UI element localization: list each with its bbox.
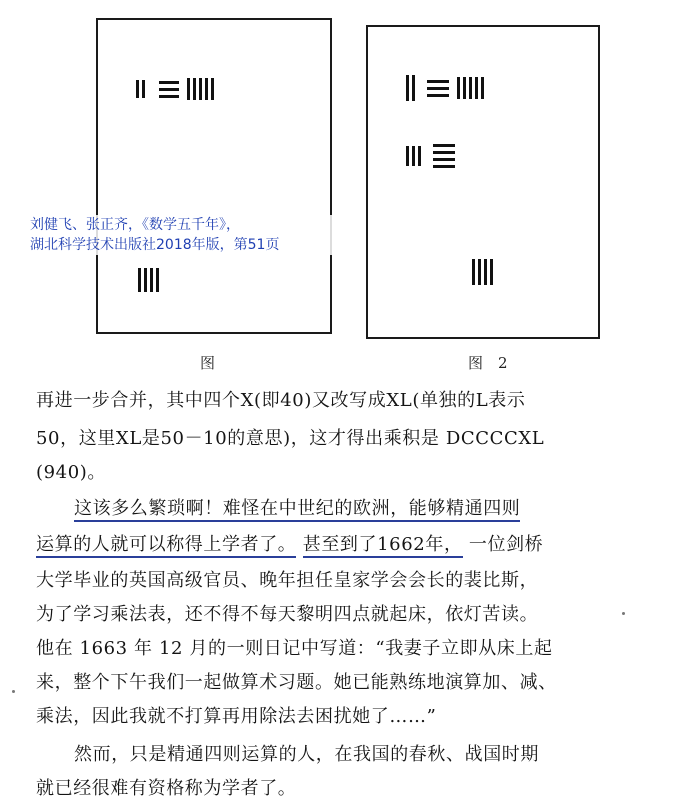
paragraph-2-line-4: 为了学习乘法表，还不得不每天黎明四点就起床，依灯苦读。 <box>36 604 539 625</box>
figure-2-rod-numeral-middle <box>406 144 463 168</box>
figure-1-frame <box>96 18 332 334</box>
citation-overlay <box>30 215 340 255</box>
paragraph-1-line-2: 50，这里XL是50－10的意思)，这才得出乘积是 DCCCCXL <box>36 428 545 449</box>
figure-2-rod-numeral-top <box>406 75 487 101</box>
underlined-text: 运算的人就可以称得上学者了。 <box>36 534 296 558</box>
paragraph-2-line-3: 大学毕业的英国高级官员、晚年担任皇家学会会长的裴比斯， <box>36 570 539 591</box>
paragraph-2-line-7: 乘法，因此我就不打算再用除法去困扰她了……” <box>36 706 437 727</box>
paragraph-1-line-1: 再进一步合并，其中四个X(即40)又改写成XL(单独的L表示 <box>36 390 526 411</box>
paragraph-3-line-2: 就已经很难有资格称为学者了。 <box>36 778 297 799</box>
figure-1-caption: 图 <box>200 354 216 372</box>
figure-1-rod-numeral-top <box>136 78 217 100</box>
horizontal-rods <box>159 81 179 98</box>
figure-2-rod-numeral-bottom <box>472 259 496 285</box>
underlined-text: 这该多么繁琐啊！难怪在中世纪的欧洲，能够精通四则 <box>74 498 520 522</box>
citation-line-2: 湖北科学技术出版社2018年版，第51页 <box>30 237 280 253</box>
paragraph-2-line-1 <box>74 494 520 520</box>
citation-line-1: 刘健飞、张正齐，《数学五千年》， <box>30 217 240 233</box>
horizontal-rods <box>427 80 449 97</box>
text: 一位剑桥 <box>468 534 544 555</box>
figure-2-frame <box>366 25 600 339</box>
figure-2-caption: 图 2 <box>468 354 508 372</box>
figure-1-rod-numeral-bottom <box>138 268 162 292</box>
paragraph-3-line-1: 然而，只是精通四则运算的人，在我国的春秋、战国时期 <box>74 744 539 765</box>
paragraph-1-line-3: (940)。 <box>36 462 107 483</box>
horizontal-rods <box>433 144 455 168</box>
scan-speck <box>622 612 625 615</box>
paragraph-2-line-6: 来，整个下午我们一起做算术习题。她已能熟练地演算加、减、 <box>36 672 557 693</box>
paragraph-2-line-2 <box>36 530 543 556</box>
underlined-text: 甚至到了1662年， <box>303 534 463 558</box>
scan-speck <box>12 690 15 693</box>
paragraph-2-line-5: 他在 1663 年 12 月的一则日记中写道：“我妻子立即从床上起 <box>36 638 553 659</box>
